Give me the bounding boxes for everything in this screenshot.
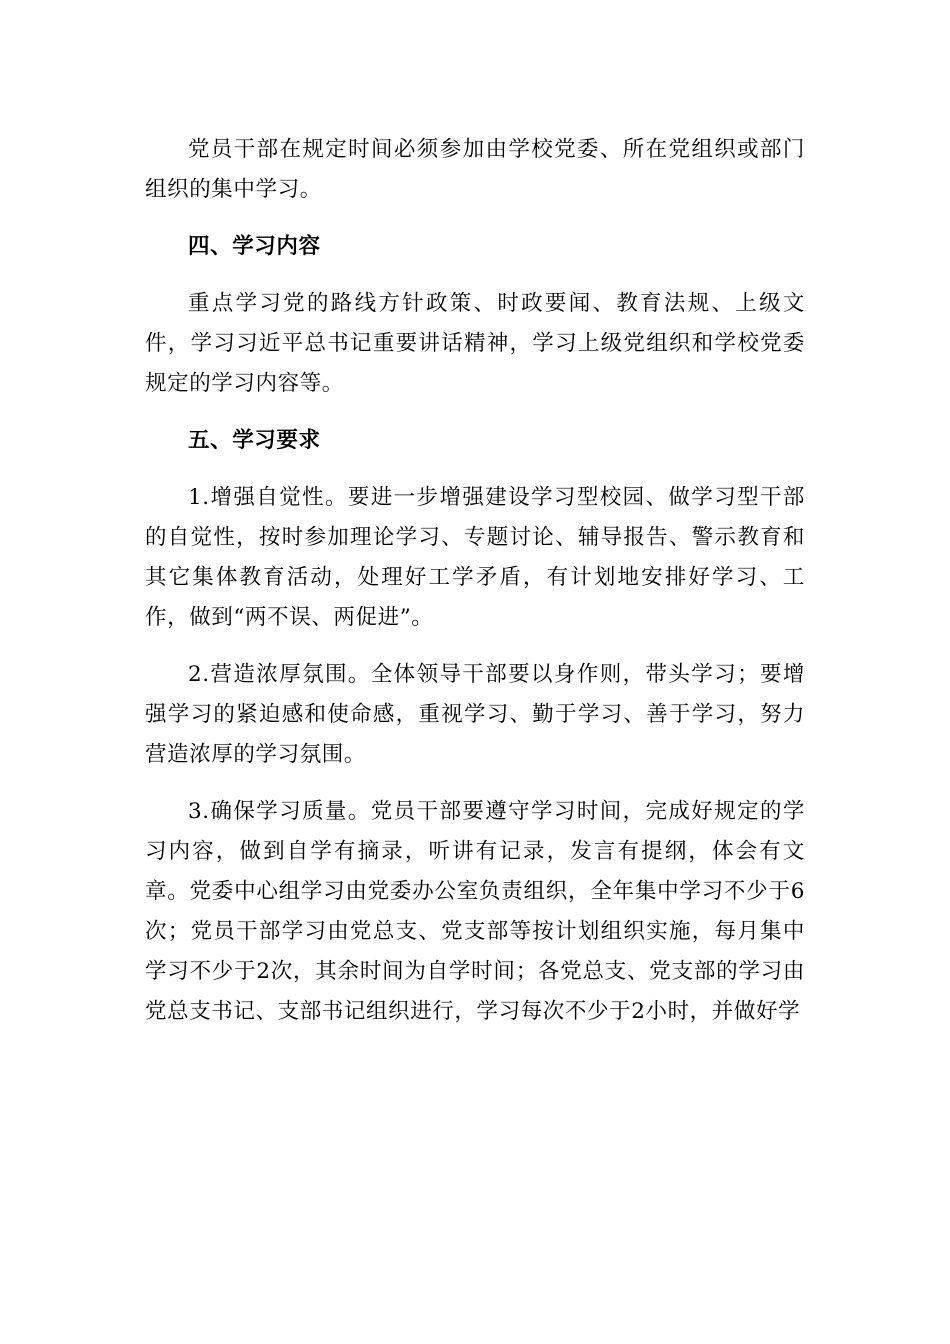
requirement-item-1: 1.增强自觉性。要进一步增强建设学习型校园、做学习型干部的自觉性，按时参加理论学习、专题讨论、辅导报告、警示教育和其它集体教育活动，处理好工学矛盾，有计划地安排好学习、工作，做到“两不误、两促进”。 [145, 485, 805, 630]
paragraph-intro: 党员干部在规定时间必须参加由学校党委、所在党组织或部门组织的集中学习。 [145, 137, 805, 202]
section-heading-requirements: 五、学习要求 [188, 428, 321, 453]
section-heading-content: 四、学习内容 [188, 234, 321, 259]
requirement-item-2: 2.营造浓厚氛围。全体领导干部要以身作则，带头学习；要增强学习的紧迫感和使命感，重视学习、勤于学习、善于学习，努力营造浓厚的学习氛围。 [145, 662, 805, 767]
requirement-item-3: 3.确保学习质量。党员干部要遵守学习时间，完成好规定的学习内容，做到自学有摘录，听讲有记录，发言有提纲，体会有文章。党委中心组学习由党委办公室负责组织，全年集中学习不少于6次；党员干部学习由党总支、党支部等按计划组织实施，每月集中学习不少于2次，其余时间为自学时间；各党总支、党支部的学习由党总支书记、支部书记组织进行，学习每次不少于2小时，并做好学 [145, 799, 805, 1024]
paragraph-study-content: 重点学习党的路线方针政策、时政要闻、教育法规、上级文件，学习习近平总书记重要讲话精神，学习上级党组织和学校党委规定的学习内容等。 [145, 291, 805, 396]
document-body [145, 130, 805, 1049]
